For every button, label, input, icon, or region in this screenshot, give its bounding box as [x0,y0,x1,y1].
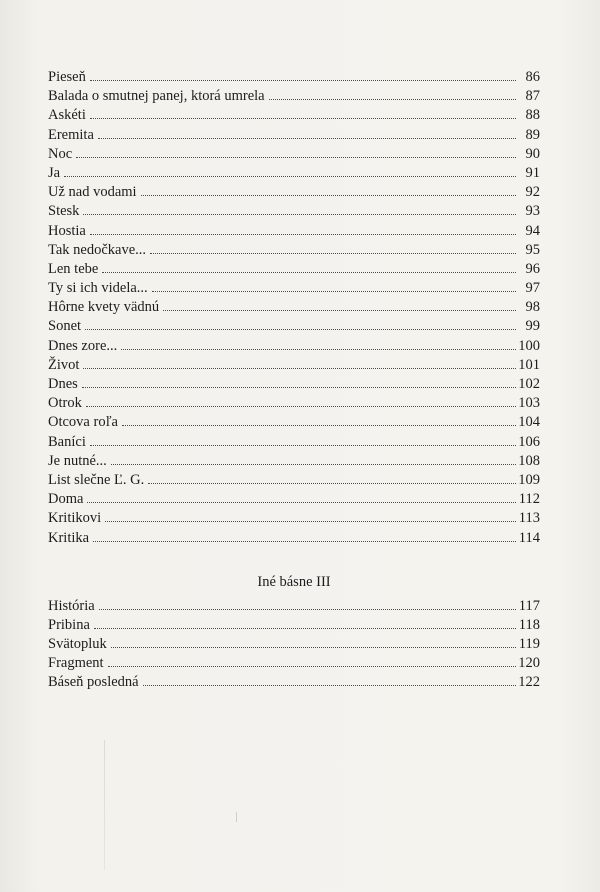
toc-entry-title: Kritika [48,529,90,546]
dot-leader [94,627,516,629]
toc-entry-page-number: 91 [525,164,540,181]
toc-entry-title: Kritikovi [48,510,102,527]
toc-entry-title: List slečne Ľ. G. [48,471,145,488]
toc-list-section [48,597,540,693]
toc-entry [48,298,540,317]
dot-leader [87,501,516,503]
toc-list-main [48,68,540,548]
dot-leader [105,520,516,522]
toc-entry-page-number: 95 [525,241,540,258]
toc-entry [48,394,540,413]
toc-entry-page-number: 109 [518,471,540,488]
dot-leader [121,348,516,350]
dot-leader [152,290,516,292]
dot-leader [85,328,516,330]
dot-leader [150,252,516,254]
toc-entry-title: Svätopluk [48,636,107,653]
toc-entry-page-number: 106 [518,433,540,450]
toc-entry [48,202,540,221]
toc-entry-page-number: 108 [518,452,540,469]
toc-entry [48,241,540,260]
toc-entry [48,337,540,356]
dot-leader [83,213,516,215]
toc-entry-title: Už nad vodami [48,184,137,201]
toc-entry [48,126,540,145]
toc-entry-title: Hôrne kvety vädnú [48,299,160,316]
dot-leader [269,98,516,100]
dot-leader [102,271,516,273]
toc-entry-page-number: 98 [525,299,540,316]
toc-entry-title: Ja [48,164,61,181]
toc-entry-title: Dnes [48,376,78,392]
toc-entry [48,260,540,279]
toc-entry-title: Ty si ich videla... [48,280,148,297]
toc-entry-page-number: 86 [525,69,540,85]
toc-entry [48,145,540,164]
dot-leader [90,117,516,119]
dot-leader [122,424,516,426]
toc-entry-page-number: 112 [518,491,540,508]
dot-leader [83,367,516,369]
dot-leader [90,233,516,235]
toc-entry [48,452,540,471]
toc-entry [48,317,540,336]
toc-entry-title: Tak nedočkave... [48,241,147,258]
toc-entry [48,222,540,241]
toc-entry [48,654,540,673]
dot-leader [111,646,516,648]
toc-entry [48,490,540,509]
paper-crease [104,740,105,870]
toc-entry [48,279,540,298]
toc-entry-title: Život [48,356,80,373]
toc-entry-page-number: 104 [518,414,540,431]
toc-entry [48,509,540,528]
toc-entry-page-number: 92 [525,184,540,201]
toc-entry-page-number: 89 [525,126,540,143]
toc-entry [48,164,540,183]
dot-leader [82,386,516,388]
toc-entry [48,356,540,375]
toc-entry-title: Hostia [48,222,86,239]
table-of-contents [48,68,540,693]
toc-entry [48,529,540,548]
toc-entry-page-number: 102 [518,376,540,392]
dot-leader [98,137,516,139]
toc-entry [48,87,540,106]
toc-entry-page-number: 93 [525,203,540,220]
toc-entry-page-number: 87 [525,88,540,105]
toc-entry [48,106,540,125]
dot-leader [90,444,516,446]
toc-entry-title: Doma [48,491,84,508]
dot-leader [90,79,516,81]
dot-leader [111,463,516,465]
toc-entry [48,635,540,654]
toc-entry-page-number: 103 [518,395,540,412]
toc-entry-page-number: 101 [518,356,540,373]
dot-leader [86,405,516,407]
toc-entry-title: História [48,597,95,614]
toc-entry-page-number: 119 [518,636,540,653]
dot-leader [99,608,516,610]
toc-entry [48,597,540,616]
toc-entry [48,183,540,202]
toc-entry-page-number: 99 [525,318,540,335]
toc-entry-title: Dnes zore... [48,337,118,354]
toc-entry-page-number: 118 [518,616,540,633]
toc-entry-title: Pieseň [48,69,86,85]
toc-entry-page-number: 96 [525,260,540,277]
toc-entry-title: Je nutné... [48,452,107,469]
toc-entry-title: Sonet [48,318,82,335]
dot-leader [108,665,516,667]
toc-entry-page-number: 117 [518,597,540,614]
toc-entry-title: Fragment [48,655,104,672]
toc-entry-page-number: 97 [525,280,540,297]
toc-entry [48,673,540,692]
toc-entry-page-number: 114 [518,529,540,546]
toc-entry-page-number: 90 [525,145,540,162]
toc-entry-title: Len tebe [48,260,99,277]
paper-mark [236,812,237,822]
toc-entry-title: Balada o smutnej panej, ktorá umrela [48,88,265,105]
dot-leader [163,309,516,311]
section-heading: Iné básne III [257,573,331,590]
toc-entry [48,433,540,452]
toc-entry-title: Pribina [48,616,90,633]
toc-entry-page-number: 113 [518,510,540,527]
dot-leader [93,540,516,542]
toc-entry-title: Stesk [48,203,80,220]
toc-entry-title: Baníci [48,433,86,450]
dot-leader [141,194,516,196]
dot-leader [143,684,516,686]
toc-entry-page-number: 122 [518,674,540,691]
dot-leader [148,482,516,484]
toc-entry-page-number: 88 [525,107,540,124]
toc-entry [48,471,540,490]
toc-entry [48,375,540,394]
toc-entry-title: Otcova roľa [48,414,118,431]
toc-entry-page-number: 94 [525,222,540,239]
toc-entry-title: Báseň posledná [48,674,139,691]
dot-leader [64,175,516,177]
toc-entry-title: Eremita [48,126,94,143]
toc-entry [48,413,540,432]
toc-entry-page-number: 100 [518,337,540,354]
toc-entry [48,68,540,87]
toc-entry-title: Noc [48,145,73,162]
toc-entry-title: Otrok [48,395,82,412]
dot-leader [76,156,516,158]
toc-entry-title: Askéti [48,107,86,124]
toc-entry [48,616,540,635]
toc-entry-page-number: 120 [518,655,540,672]
